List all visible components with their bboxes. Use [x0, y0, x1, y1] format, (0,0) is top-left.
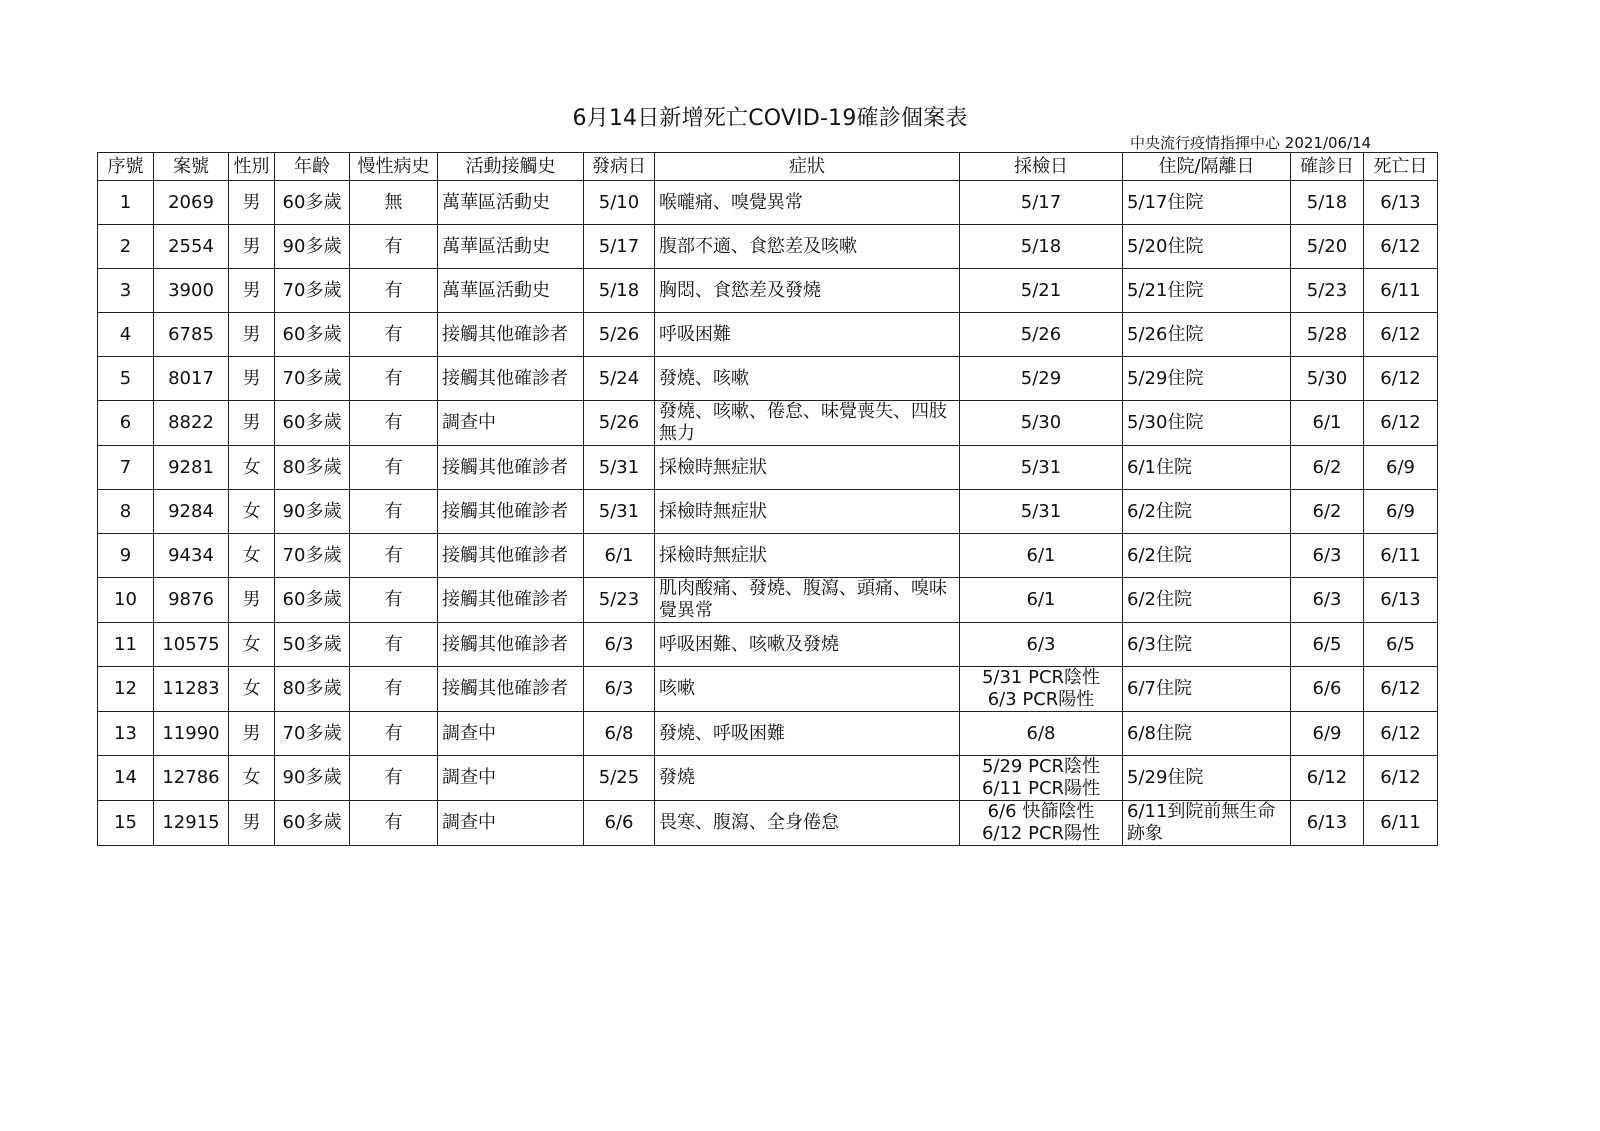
cell-symptoms: 畏寒、腹瀉、全身倦怠: [655, 801, 960, 846]
cell-confirm-date: 6/5: [1291, 623, 1364, 667]
cell-age: 70多歲: [275, 712, 350, 756]
cell-age: 50多歲: [275, 623, 350, 667]
cell-death-date: 6/13: [1364, 578, 1438, 623]
header-confirm-date: 確診日: [1291, 153, 1364, 181]
cell-age: 60多歲: [275, 313, 350, 357]
cell-no: 3: [98, 269, 154, 313]
test-result-line: 6/11 PCR陽性: [981, 778, 1101, 799]
cell-sex: 女: [229, 446, 275, 490]
document-source-date: 中央流行疫情指揮中心 2021/06/14: [1130, 134, 1372, 152]
cell-confirm-date: 5/23: [1291, 269, 1364, 313]
cell-sex: 男: [229, 313, 275, 357]
cell-chronic-disease: 有: [350, 225, 438, 269]
cell-contact-history: 調查中: [438, 401, 584, 446]
cell-chronic-disease: 有: [350, 667, 438, 712]
table-row: [98, 712, 1438, 756]
table-row: [98, 801, 1438, 846]
cell-symptoms: 發燒、咳嗽: [655, 357, 960, 401]
cell-chronic-disease: 無: [350, 181, 438, 225]
cell-case-number: 12915: [154, 801, 229, 846]
cell-contact-history: 萬華區活動史: [438, 269, 584, 313]
table-row: [98, 357, 1438, 401]
cell-contact-history: 萬華區活動史: [438, 225, 584, 269]
cell-symptoms: 呼吸困難: [655, 313, 960, 357]
cell-onset-date: 5/18: [584, 269, 655, 313]
cell-death-date: 6/11: [1364, 534, 1438, 578]
cell-age: 60多歲: [275, 401, 350, 446]
cell-sex: 女: [229, 534, 275, 578]
table-header-row: [98, 153, 1438, 181]
cell-age: 80多歲: [275, 446, 350, 490]
cell-test-date: [960, 534, 1123, 578]
table-row: [98, 225, 1438, 269]
cell-age: 60多歲: [275, 181, 350, 225]
cell-onset-date: 6/8: [584, 712, 655, 756]
cell-no: 6: [98, 401, 154, 446]
cell-symptoms: 肌肉酸痛、發燒、腹瀉、頭痛、嗅味覺異常: [655, 578, 960, 623]
document-title: 6月14日新增死亡COVID-19確診個案表: [572, 106, 968, 131]
cell-chronic-disease: 有: [350, 357, 438, 401]
cell-confirm-date: 5/28: [1291, 313, 1364, 357]
cell-chronic-disease: 有: [350, 446, 438, 490]
cell-contact-history: 接觸其他確診者: [438, 490, 584, 534]
cell-onset-date: 5/17: [584, 225, 655, 269]
cell-sex: 女: [229, 756, 275, 801]
cell-sex: 女: [229, 490, 275, 534]
cell-hospital-date: 6/2住院: [1123, 534, 1291, 578]
cell-chronic-disease: 有: [350, 401, 438, 446]
cell-no: 4: [98, 313, 154, 357]
cell-test-date: [960, 269, 1123, 313]
cell-sex: 女: [229, 623, 275, 667]
cell-death-date: 6/12: [1364, 357, 1438, 401]
table-row: [98, 269, 1438, 313]
table-body: [98, 181, 1438, 846]
cell-death-date: 6/12: [1364, 712, 1438, 756]
cell-no: 2: [98, 225, 154, 269]
cell-onset-date: 5/23: [584, 578, 655, 623]
test-result-line: 6/8: [1026, 722, 1056, 744]
cell-symptoms: 發燒、咳嗽、倦怠、味覺喪失、四肢無力: [655, 401, 960, 446]
cell-hospital-date: 5/26住院: [1123, 313, 1291, 357]
cell-confirm-date: 5/20: [1291, 225, 1364, 269]
cell-no: 11: [98, 623, 154, 667]
cell-test-date: [960, 490, 1123, 534]
cell-age: 70多歲: [275, 357, 350, 401]
cell-death-date: 6/11: [1364, 269, 1438, 313]
cell-contact-history: 調查中: [438, 712, 584, 756]
cell-test-date: [960, 357, 1123, 401]
cell-chronic-disease: 有: [350, 534, 438, 578]
cell-symptoms: 發燒、呼吸困難: [655, 712, 960, 756]
cell-symptoms: 採檢時無症狀: [655, 534, 960, 578]
test-result-line: 6/1: [1026, 544, 1056, 566]
cell-onset-date: 5/26: [584, 401, 655, 446]
cell-confirm-date: 6/12: [1291, 756, 1364, 801]
cell-sex: 男: [229, 269, 275, 313]
cell-symptoms: 喉嚨痛、嗅覺異常: [655, 181, 960, 225]
test-result-line: 5/18: [1020, 235, 1062, 257]
cell-contact-history: 接觸其他確診者: [438, 357, 584, 401]
table-row: [98, 623, 1438, 667]
cell-case-number: 3900: [154, 269, 229, 313]
cell-hospital-date: 6/8住院: [1123, 712, 1291, 756]
test-result-line: 6/6 快篩陰性: [987, 801, 1095, 822]
test-result-line: 5/29 PCR陰性: [981, 756, 1101, 777]
cell-test-date: [960, 313, 1123, 357]
cell-sex: 女: [229, 667, 275, 712]
cell-death-date: 6/12: [1364, 313, 1438, 357]
cell-hospital-date: 5/21住院: [1123, 269, 1291, 313]
cell-symptoms: 胸悶、食慾差及發燒: [655, 269, 960, 313]
cell-hospital-date: 6/2住院: [1123, 490, 1291, 534]
cell-confirm-date: 6/1: [1291, 401, 1364, 446]
header-death-date: 死亡日: [1364, 153, 1438, 181]
table-row: [98, 181, 1438, 225]
table-row: [98, 490, 1438, 534]
cell-symptoms: 採檢時無症狀: [655, 490, 960, 534]
test-result-line: 5/30: [1020, 412, 1062, 433]
cell-age: 90多歲: [275, 756, 350, 801]
cell-no: 13: [98, 712, 154, 756]
cell-sex: 男: [229, 712, 275, 756]
table-row: [98, 756, 1438, 801]
cell-symptoms: 呼吸困難、咳嗽及發燒: [655, 623, 960, 667]
cell-onset-date: 5/10: [584, 181, 655, 225]
cell-death-date: 6/12: [1364, 667, 1438, 712]
test-result-line: 6/3 PCR陽性: [987, 689, 1095, 710]
cell-chronic-disease: 有: [350, 490, 438, 534]
cell-sex: 男: [229, 578, 275, 623]
cell-confirm-date: 6/3: [1291, 534, 1364, 578]
cell-hospital-date: 5/20住院: [1123, 225, 1291, 269]
cell-confirm-date: 5/30: [1291, 357, 1364, 401]
table-row: [98, 667, 1438, 712]
cell-symptoms: 發燒: [655, 756, 960, 801]
cell-death-date: 6/12: [1364, 225, 1438, 269]
cell-test-date: [960, 712, 1123, 756]
header-hospital-date: 住院/隔離日: [1123, 153, 1291, 181]
cell-confirm-date: 5/18: [1291, 181, 1364, 225]
header-onset-date: 發病日: [584, 153, 655, 181]
cell-case-number: 8822: [154, 401, 229, 446]
cell-confirm-date: 6/2: [1291, 490, 1364, 534]
test-result-line: 5/29: [1020, 367, 1062, 389]
table-row: [98, 534, 1438, 578]
cell-hospital-date: 6/2住院: [1123, 578, 1291, 623]
cell-contact-history: 萬華區活動史: [438, 181, 584, 225]
header-sex: 性別: [229, 153, 275, 181]
cell-sex: 男: [229, 181, 275, 225]
cell-death-date: 6/13: [1364, 181, 1438, 225]
cell-contact-history: 調查中: [438, 801, 584, 846]
cell-age: 60多歲: [275, 801, 350, 846]
cell-contact-history: 調查中: [438, 756, 584, 801]
table-row: [98, 313, 1438, 357]
cell-age: 90多歲: [275, 490, 350, 534]
cell-chronic-disease: 有: [350, 269, 438, 313]
cell-symptoms: 咳嗽: [655, 667, 960, 712]
cell-sex: 男: [229, 357, 275, 401]
cell-case-number: 8017: [154, 357, 229, 401]
header-age: 年齡: [275, 153, 350, 181]
cell-contact-history: 接觸其他確診者: [438, 667, 584, 712]
cell-chronic-disease: 有: [350, 313, 438, 357]
cell-chronic-disease: 有: [350, 623, 438, 667]
cell-test-date: [960, 181, 1123, 225]
test-result-line: 5/17: [1020, 191, 1062, 213]
cell-contact-history: 接觸其他確診者: [438, 534, 584, 578]
cell-chronic-disease: 有: [350, 712, 438, 756]
cell-death-date: 6/11: [1364, 801, 1438, 846]
cell-confirm-date: 6/13: [1291, 801, 1364, 846]
cell-no: 14: [98, 756, 154, 801]
test-result-line: 5/21: [1020, 279, 1062, 301]
cell-case-number: 9281: [154, 446, 229, 490]
cell-case-number: 6785: [154, 313, 229, 357]
test-result-line: 5/31: [1020, 500, 1062, 522]
cell-no: 12: [98, 667, 154, 712]
cell-test-date: [960, 801, 1123, 846]
cell-test-date: [960, 578, 1123, 623]
header-contact-history: 活動接觸史: [438, 153, 584, 181]
cell-case-number: 12786: [154, 756, 229, 801]
cell-contact-history: 接觸其他確診者: [438, 623, 584, 667]
cell-onset-date: 5/24: [584, 357, 655, 401]
cell-hospital-date: 6/11到院前無生命跡象: [1123, 801, 1291, 846]
cell-no: 10: [98, 578, 154, 623]
cell-onset-date: 5/25: [584, 756, 655, 801]
test-result-line: 5/26: [1020, 323, 1062, 345]
cell-age: 90多歲: [275, 225, 350, 269]
cell-case-number: 2554: [154, 225, 229, 269]
cell-test-date: [960, 225, 1123, 269]
death-cases-table: [97, 152, 1438, 846]
cell-onset-date: 6/1: [584, 534, 655, 578]
cell-confirm-date: 6/3: [1291, 578, 1364, 623]
cell-no: 1: [98, 181, 154, 225]
cell-onset-date: 5/31: [584, 446, 655, 490]
cell-no: 5: [98, 357, 154, 401]
cell-case-number: 10575: [154, 623, 229, 667]
cell-case-number: 9434: [154, 534, 229, 578]
cell-case-number: 9284: [154, 490, 229, 534]
cell-contact-history: 接觸其他確診者: [438, 578, 584, 623]
header-no: 序號: [98, 153, 154, 181]
cell-age: 80多歲: [275, 667, 350, 712]
cell-hospital-date: 5/17住院: [1123, 181, 1291, 225]
header-test-date: 採檢日: [960, 153, 1123, 181]
test-result-line: 5/31 PCR陰性: [981, 667, 1101, 688]
cell-hospital-date: 6/7住院: [1123, 667, 1291, 712]
cell-chronic-disease: 有: [350, 756, 438, 801]
cell-death-date: 6/12: [1364, 401, 1438, 446]
cell-hospital-date: 5/29住院: [1123, 357, 1291, 401]
cell-symptoms: 腹部不適、食慾差及咳嗽: [655, 225, 960, 269]
cell-onset-date: 5/26: [584, 313, 655, 357]
cell-contact-history: 接觸其他確診者: [438, 446, 584, 490]
cell-onset-date: 6/6: [584, 801, 655, 846]
cell-no: 8: [98, 490, 154, 534]
cell-onset-date: 5/31: [584, 490, 655, 534]
cell-test-date: [960, 623, 1123, 667]
table-row: [98, 401, 1438, 446]
header-case-number: 案號: [154, 153, 229, 181]
cell-test-date: [960, 667, 1123, 712]
cell-no: 9: [98, 534, 154, 578]
cell-case-number: 2069: [154, 181, 229, 225]
table-row: [98, 446, 1438, 490]
cell-sex: 男: [229, 401, 275, 446]
cell-confirm-date: 6/6: [1291, 667, 1364, 712]
cell-hospital-date: 5/29住院: [1123, 756, 1291, 801]
cell-death-date: 6/5: [1364, 623, 1438, 667]
cell-hospital-date: 6/3住院: [1123, 623, 1291, 667]
cell-onset-date: 6/3: [584, 623, 655, 667]
test-result-line: 6/12 PCR陽性: [981, 823, 1101, 844]
cell-test-date: [960, 401, 1123, 446]
test-result-line: 5/31: [1020, 456, 1062, 478]
cell-chronic-disease: 有: [350, 578, 438, 623]
cell-no: 15: [98, 801, 154, 846]
cell-case-number: 11283: [154, 667, 229, 712]
cell-hospital-date: 5/30住院: [1123, 401, 1291, 446]
cell-chronic-disease: 有: [350, 801, 438, 846]
cell-sex: 男: [229, 225, 275, 269]
cell-test-date: [960, 756, 1123, 801]
header-symptoms: 症狀: [655, 153, 960, 181]
cell-confirm-date: 6/9: [1291, 712, 1364, 756]
cell-hospital-date: 6/1住院: [1123, 446, 1291, 490]
cell-death-date: 6/12: [1364, 756, 1438, 801]
cell-confirm-date: 6/2: [1291, 446, 1364, 490]
test-result-line: 6/3: [1026, 633, 1056, 655]
table-row: [98, 578, 1438, 623]
header-chronic-disease: 慢性病史: [350, 153, 438, 181]
cell-case-number: 9876: [154, 578, 229, 623]
cell-test-date: [960, 446, 1123, 490]
cell-death-date: 6/9: [1364, 446, 1438, 490]
cell-age: 60多歲: [275, 578, 350, 623]
cell-sex: 男: [229, 801, 275, 846]
cell-age: 70多歲: [275, 534, 350, 578]
cell-symptoms: 採檢時無症狀: [655, 446, 960, 490]
cell-death-date: 6/9: [1364, 490, 1438, 534]
cell-onset-date: 6/3: [584, 667, 655, 712]
cell-no: 7: [98, 446, 154, 490]
cell-age: 70多歲: [275, 269, 350, 313]
cell-case-number: 11990: [154, 712, 229, 756]
test-result-line: 6/1: [1026, 589, 1056, 610]
cell-contact-history: 接觸其他確診者: [438, 313, 584, 357]
